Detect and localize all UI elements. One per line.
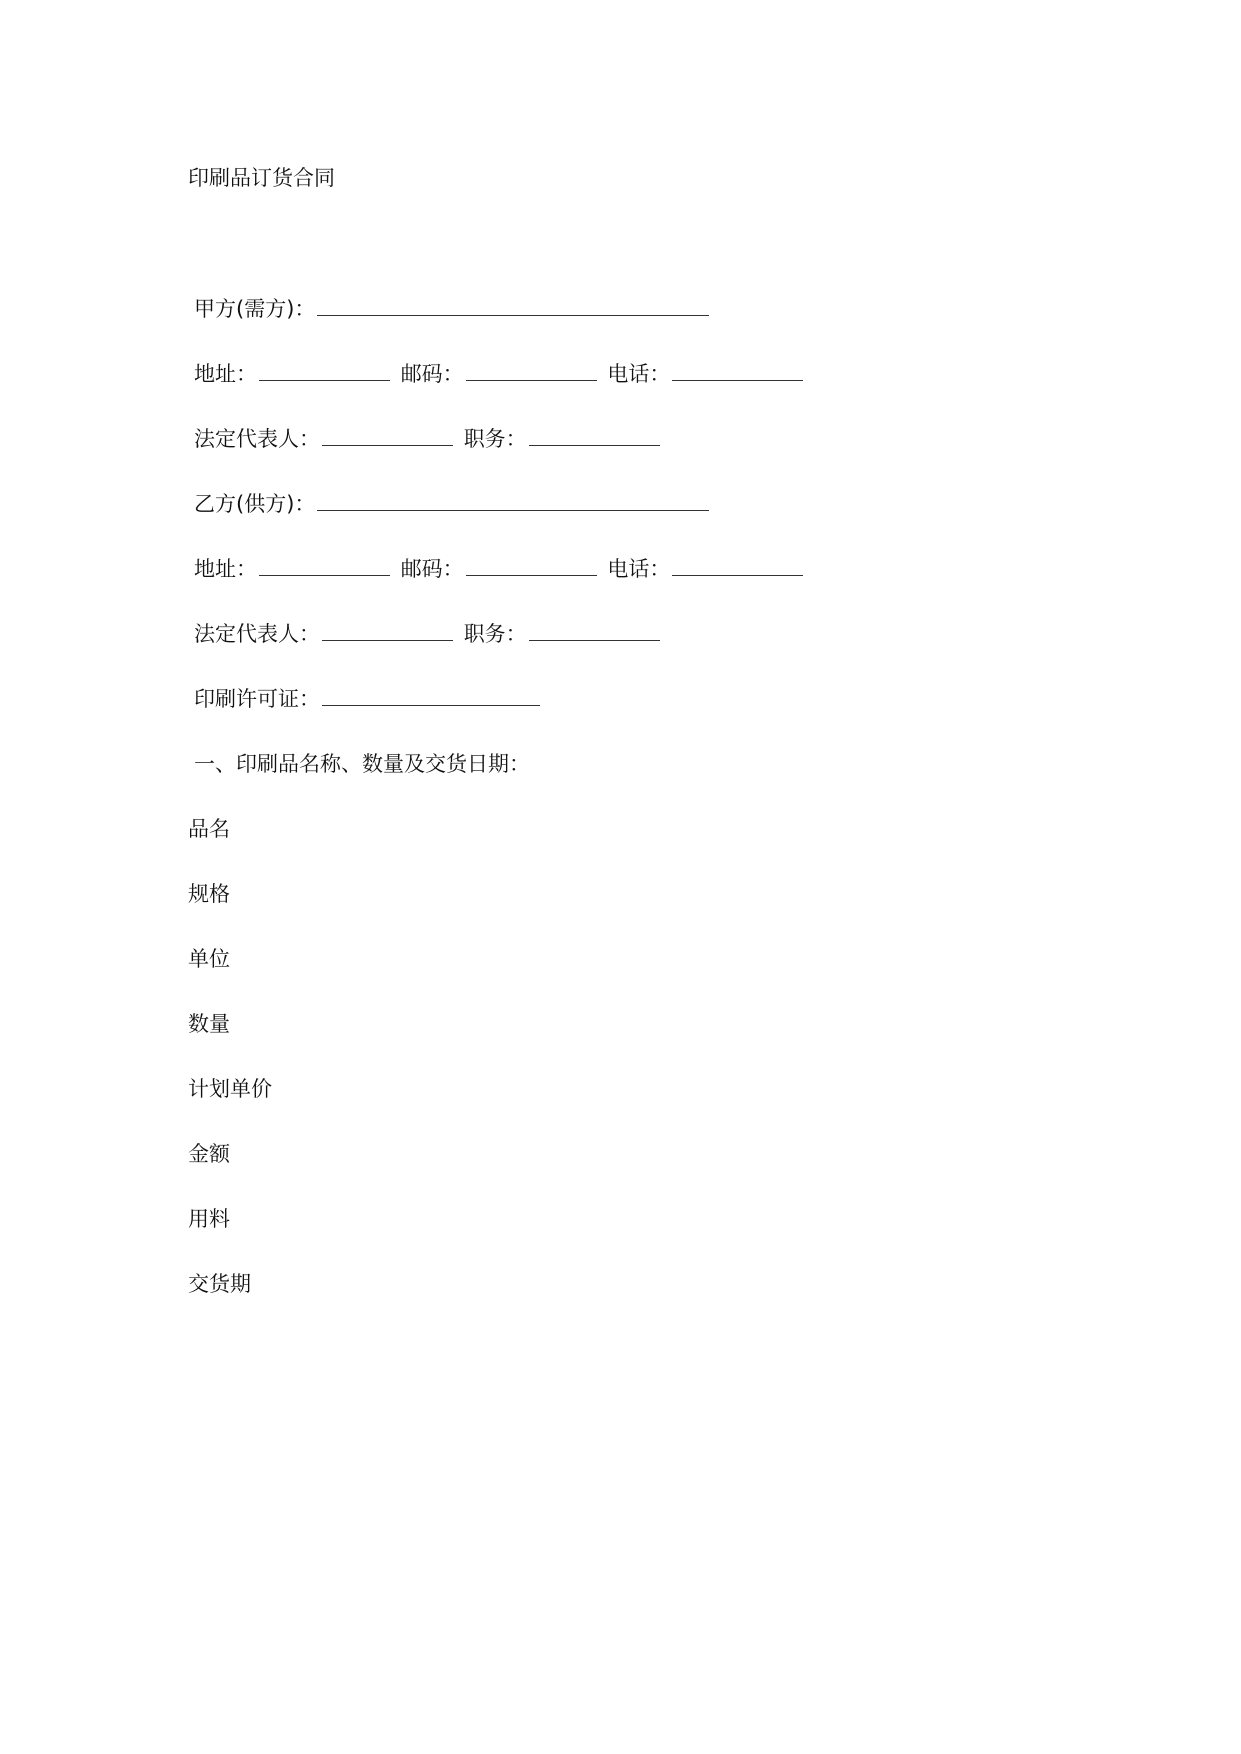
party-a-postcode-label: 邮码： [400,362,464,386]
party-b-postcode-field[interactable] [466,557,597,576]
list-item: 金额 [188,1142,230,1166]
party-a-postcode-field[interactable] [466,362,597,381]
party-b-legal-rep-field[interactable] [322,622,453,641]
party-b-address-label: 地址： [194,557,257,581]
party-a-label: 甲方(需方)： [194,297,316,321]
party-b-position-label: 职务： [463,622,527,646]
party-a-line [194,295,713,323]
party-a-position-label: 职务： [463,427,527,451]
list-item: 用料 [188,1207,230,1231]
list-item: 数量 [188,1012,230,1036]
list-item: 交货期 [188,1272,251,1296]
party-a-address-label: 地址： [194,362,257,386]
party-b-license-label: 印刷许可证： [194,687,320,711]
party-a-legal-rep-label: 法定代表人： [194,427,320,451]
party-a-phone-field[interactable] [672,362,803,381]
party-b-address-field[interactable] [259,557,390,576]
list-item: 单位 [188,947,230,971]
party-b-line [194,490,713,518]
party-a-phone-label: 电话： [607,362,671,386]
party-b-rep-line [194,620,664,648]
list-item: 品名 [188,817,230,841]
party-a-position-field[interactable] [529,427,660,446]
party-a-address-field[interactable] [259,362,390,381]
party-b-phone-field[interactable] [672,557,803,576]
party-b-label: 乙方(供方)： [194,492,316,516]
document-title: 印刷品订货合同 [188,166,335,190]
party-b-legal-rep-label: 法定代表人： [194,622,320,646]
section-1-heading: 一、印刷品名称、数量及交货日期： [194,752,530,776]
party-b-contact-line [194,555,807,583]
party-a-legal-rep-field[interactable] [322,427,453,446]
party-b-phone-label: 电话： [607,557,671,581]
party-b-postcode-label: 邮码： [400,557,464,581]
party-a-rep-line [194,425,664,453]
party-b-name-field[interactable] [317,492,709,511]
list-item: 规格 [188,882,230,906]
party-b-position-field[interactable] [529,622,660,641]
party-b-license-field[interactable] [322,687,540,706]
party-a-name-field[interactable] [317,297,709,316]
party-a-contact-line [194,360,807,388]
party-b-license-line [194,685,544,713]
list-item: 计划单价 [188,1077,272,1101]
